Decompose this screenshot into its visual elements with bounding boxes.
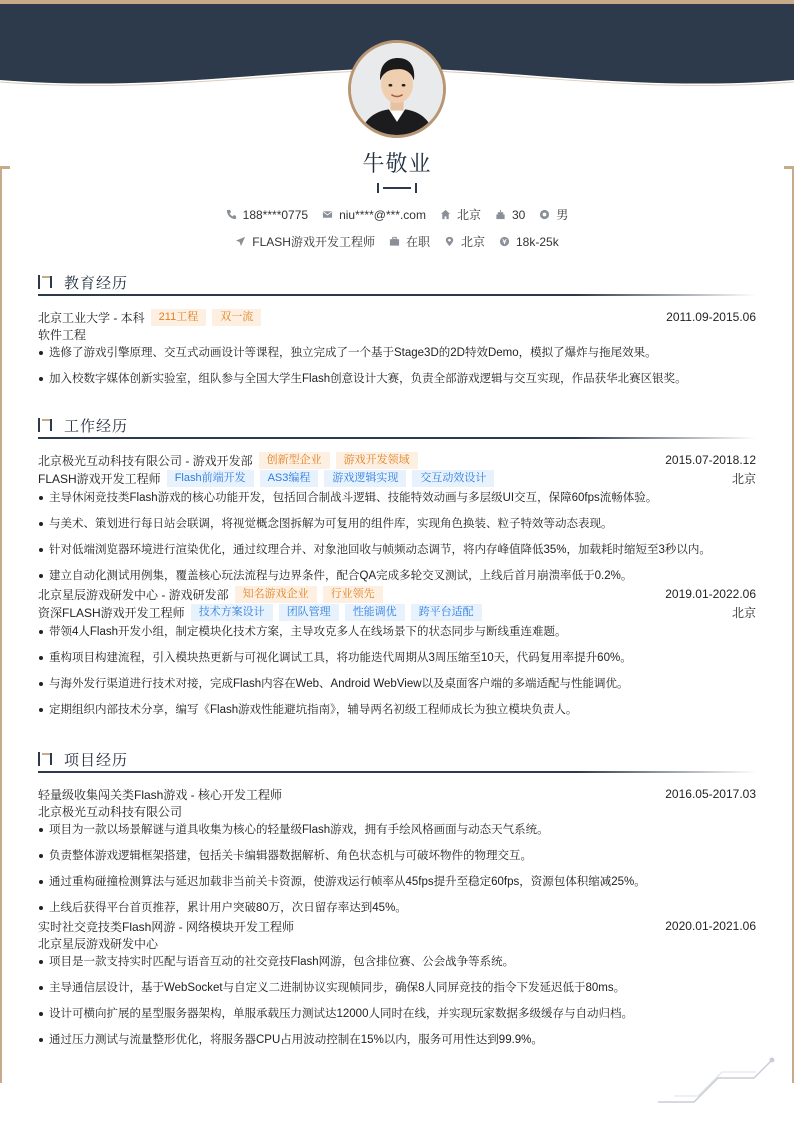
list-item: 项目为一款以场景解谜与道具收集为核心的轻量级Flash游戏，拥有手绘风格画面与动态天气系统。	[38, 821, 756, 847]
section-title: 工作经历	[64, 417, 129, 435]
location-pin-icon	[444, 236, 455, 247]
list-item: 建立自动化测试用例集，覆盖核心玩法流程与边界条件，配合QA完成多轮交叉测试，上线后首月崩溃率低于0.2%。	[38, 567, 756, 593]
age-item	[495, 208, 525, 222]
left-border	[0, 168, 2, 1083]
project-entry-line	[38, 785, 756, 803]
phone-item	[226, 208, 308, 222]
job-role: FLASH游戏开发工程师	[38, 471, 161, 486]
school-tag: 双一流	[212, 309, 261, 326]
money-icon	[499, 236, 510, 247]
section-title: 项目经历	[64, 751, 129, 769]
job-location: 北京	[731, 471, 756, 486]
job-location: 北京	[731, 605, 756, 620]
section-bracket-icon	[38, 275, 56, 289]
job-title-text: FLASH游戏开发工程师	[252, 235, 375, 249]
project-name: 实时社交竞技类Flash网游 - 网络模块开发工程师	[38, 919, 295, 934]
gender-item	[539, 206, 568, 223]
list-item: 通过压力测试与流量整形优化，将服务器CPU占用波动控制在15%以内，服务可用性达到99.9%。	[38, 1031, 756, 1057]
list-item: 上线后获得平台首页推荐，累计用户突破80万，次日留存率达到45%。	[38, 899, 756, 925]
target-city-item	[444, 233, 485, 250]
age-text: 30	[511, 207, 526, 222]
section-bracket-icon	[38, 752, 56, 766]
project-date: 2016.05-2017.03	[665, 787, 756, 801]
list-item: 主导休闲竞技类Flash游戏的核心功能开发，包括回合制战斗逻辑、技能特效动画与多层级UI交互，保障60fps流畅体验。	[38, 489, 756, 515]
list-item: 定期组织内部技术分享，编写《Flash游戏性能避坑指南》，辅导两名初级工程师成长为独立模块负责人。	[38, 701, 756, 727]
list-item: 重构项目构建流程，引入模块热更新与可视化调试工具，将功能迭代周期从3周压缩至10天，代码复用率提升60%。	[38, 649, 756, 675]
salary-item	[499, 235, 559, 249]
project-name: 轻量级收集闯关类Flash游戏 - 核心开发工程师	[38, 787, 283, 802]
job-role-line	[38, 603, 756, 621]
work-section	[38, 413, 756, 727]
mail-icon	[322, 209, 333, 220]
skill-tag: AS3编程	[260, 470, 319, 487]
company-tag: 知名游戏企业	[235, 586, 317, 603]
skill-tag: 团队管理	[279, 604, 339, 621]
job-bullets	[38, 489, 756, 593]
project-bullets	[38, 821, 756, 925]
skill-tag: 跨平台适配	[411, 604, 482, 621]
send-icon	[235, 236, 246, 247]
city-text: 北京	[456, 208, 481, 222]
status-text: 在职	[405, 235, 430, 249]
phone-text: 188****0775	[242, 207, 309, 222]
major: 软件工程	[38, 328, 87, 342]
skill-tag: 交互动效设计	[412, 470, 494, 487]
company-tag: 游戏开发领域	[336, 452, 418, 469]
corner-decoration	[656, 1050, 776, 1105]
projects-header	[38, 747, 756, 773]
list-item: 选修了游戏引擎原理、交互式动画设计等课程，独立完成了一个基于Stage3D的2D特效Demo，模拟了爆炸与拖尾效果。	[38, 344, 756, 370]
skill-tag: 游戏逻辑实现	[324, 470, 406, 487]
list-item: 与海外发行渠道进行技术对接，完成Flash内容在Web、Android WebView以及桌面客户端的多端适配与性能调优。	[38, 675, 756, 701]
education-section	[38, 270, 756, 396]
skill-tag: 技术方案设计	[191, 604, 273, 621]
project-org: 北京星辰游戏研发中心	[38, 937, 159, 951]
job-role: 资深FLASH游戏开发工程师	[38, 605, 185, 620]
company-tag: 行业领先	[323, 586, 383, 603]
city-item	[440, 206, 481, 223]
education-date: 2011.09-2015.06	[666, 310, 756, 324]
list-item: 通过重构碰撞检测算法与延迟加载非当前关卡资源，使游戏运行帧率从45fps提升至稳定60fps，资源包体积缩减25%。	[38, 873, 756, 899]
email-item	[322, 208, 426, 222]
job-entry-line	[38, 451, 756, 469]
phone-icon	[226, 209, 237, 220]
email-text: niu****@***.com	[339, 207, 426, 222]
project-date: 2020.01-2021.06	[665, 919, 756, 933]
skill-tag: 性能调优	[345, 604, 405, 621]
school-tag: 211工程	[151, 309, 207, 326]
projects-section	[38, 747, 756, 1057]
home-icon	[440, 209, 451, 220]
name-divider	[375, 182, 419, 194]
work-header	[38, 413, 756, 439]
briefcase-icon	[389, 236, 400, 247]
job-date: 2015.07-2018.12	[665, 453, 756, 467]
school-name: 北京工业大学 - 本科	[38, 310, 145, 325]
list-item: 项目是一款支持实时匹配与语音互动的社交竞技Flash网游，包含排位赛、公会战争等系统。	[38, 953, 756, 979]
list-item: 负责整体游戏逻辑框架搭建，包括关卡编辑器数据解析、角色状态机与可破坏物件的物理交互。	[38, 847, 756, 873]
education-header	[38, 270, 756, 296]
education-bullets	[38, 344, 756, 396]
gender-text: 男	[556, 208, 569, 222]
gender-icon	[539, 209, 550, 220]
cake-icon	[495, 209, 506, 220]
education-entry-line	[38, 308, 756, 326]
job-date: 2019.01-2022.06	[665, 587, 756, 601]
salary-text: 18k-25k	[516, 234, 559, 249]
candidate-name: 牛敬业	[362, 151, 432, 176]
avatar-photo	[348, 40, 446, 138]
company-name: 北京极光互动科技有限公司 - 游戏开发部	[38, 453, 253, 468]
contact-row-1	[0, 206, 794, 223]
job-title-item	[235, 233, 375, 250]
target-city-text: 北京	[460, 235, 485, 249]
list-item: 与美术、策划进行每日站会联调，将视觉概念图拆解为可复用的组件库，实现角色换装、粒子特效等动态表现。	[38, 515, 756, 541]
list-item: 带领4人Flash开发小组，制定模块化技术方案，主导攻克多人在线场景下的状态同步与断线重连难题。	[38, 623, 756, 649]
list-item: 设计可横向扩展的星型服务器架构，单服承载压力测试达12000人同时在线，并实现玩家数据多级缓存与自动归档。	[38, 1005, 756, 1031]
company-tag: 创新型企业	[259, 452, 330, 469]
contact-row-2	[0, 233, 794, 250]
company-name: 北京星辰游戏研发中心 - 游戏研发部	[38, 587, 229, 602]
job-bullets	[38, 623, 756, 727]
job-role-line	[38, 469, 756, 487]
section-title: 教育经历	[64, 274, 129, 292]
project-bullets	[38, 953, 756, 1057]
project-org: 北京极光互动科技有限公司	[38, 805, 183, 819]
list-item: 针对低端浏览器环境进行渲染优化，通过纹理合并、对象池回收与帧频动态调节，将内存峰值降低35%，加载耗时缩短至3秒以内。	[38, 541, 756, 567]
skill-tag: Flash前端开发	[167, 470, 254, 487]
section-bracket-icon	[38, 418, 56, 432]
list-item: 加入校数字媒体创新实验室，组队参与全国大学生Flash创意设计大赛，负责全部游戏逻辑与交互实现，作品获华北赛区银奖。	[38, 370, 756, 396]
status-item	[389, 233, 430, 250]
list-item: 主导通信层设计，基于WebSocket与自定义二进制协议实现帧同步，确保8人同屏竞技的指令下发延迟低于80ms。	[38, 979, 756, 1005]
